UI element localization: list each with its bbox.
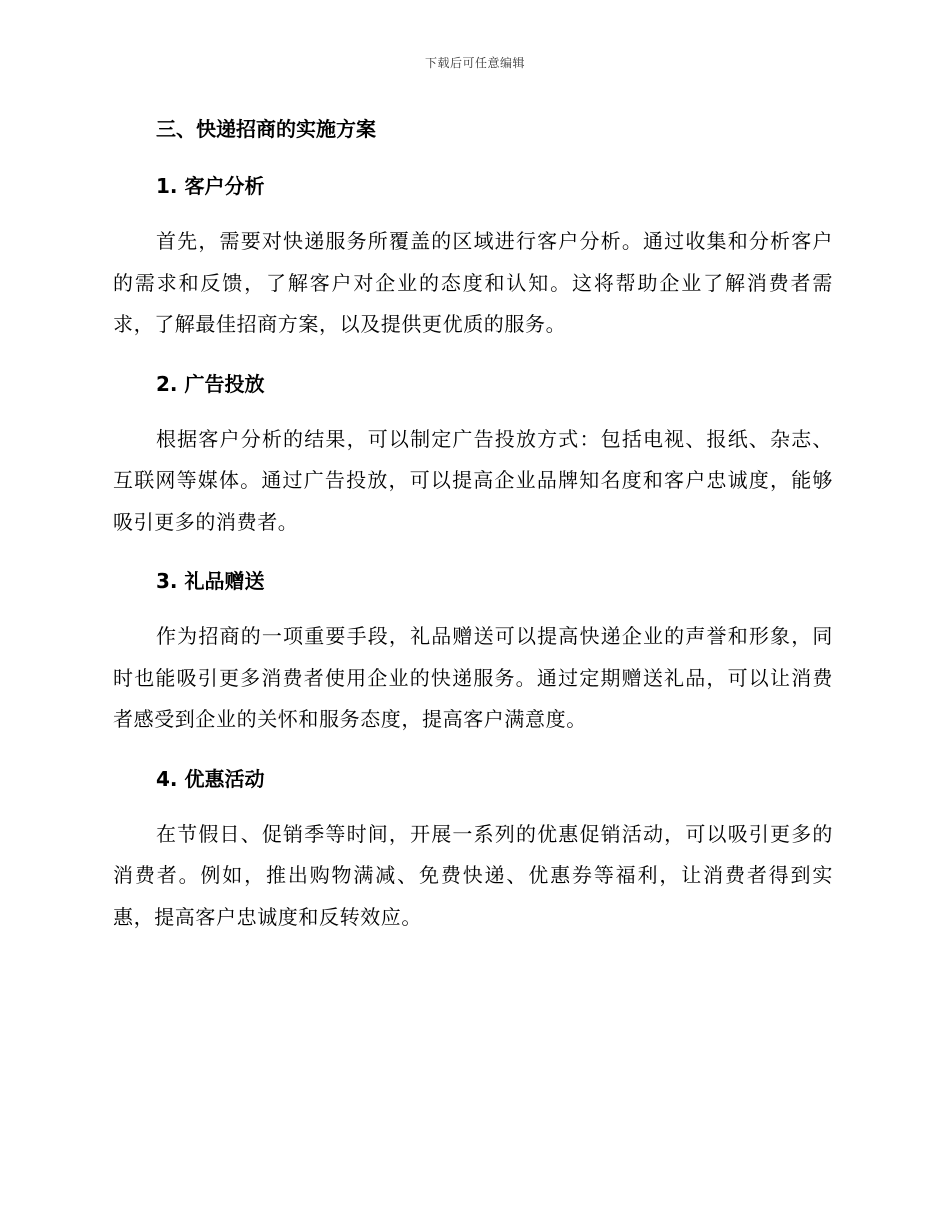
paragraph-advertising: 根据客户分析的结果，可以制定广告投放方式：包括电视、报纸、杂志、互联网等媒体。通过广告投放，可以提高企业品牌知名度和客户忠诚度，能够吸引更多的消费者。 [113,426,833,534]
heading-gifts: 3. 礼品赠送 [156,569,265,593]
spacer [113,401,833,419]
paragraph-gifts: 作为招商的一项重要手段，礼品赠送可以提高快递企业的声誉和形象，同时也能吸引更多消费者使用企业的快递服务。通过定期赠送礼品，可以让消费者感受到企业的关怀和服务态度，提高客户满意度。 [113,624,833,731]
spacer [113,346,833,367]
heading-promotions: 4. 优惠活动 [156,766,265,791]
spacer [113,796,833,814]
heading-advertising: 2. 广告投放 [156,371,265,396]
section-title: 三、快递招商的实施方案 [156,117,376,141]
paragraph-customer-analysis: 首先，需要对快递服务所覆盖的区域进行客户分析。通过收集和分析客户的需求和反馈，了解客户对企业的态度和认知。这将帮助企业了解消费者需求，了解最佳招商方案，以及提供更优质的服务。 [113,229,833,336]
paragraph-promotions: 在节假日、促销季等时间，开展一系列的优惠促销活动，可以吸引更多的消费者。例如，推出购物满减、免费快递、优惠券等福利，让消费者得到实惠，提高客户忠诚度和反转效应。 [113,821,833,929]
spacer [113,543,833,564]
spacer [113,203,833,221]
spacer [113,146,833,169]
spacer [113,598,833,616]
spacer [113,741,833,762]
heading-customer-analysis: 1. 客户分析 [156,174,265,198]
page-header-note: 下载后可任意编辑 [424,56,525,70]
document-body [113,112,833,938]
